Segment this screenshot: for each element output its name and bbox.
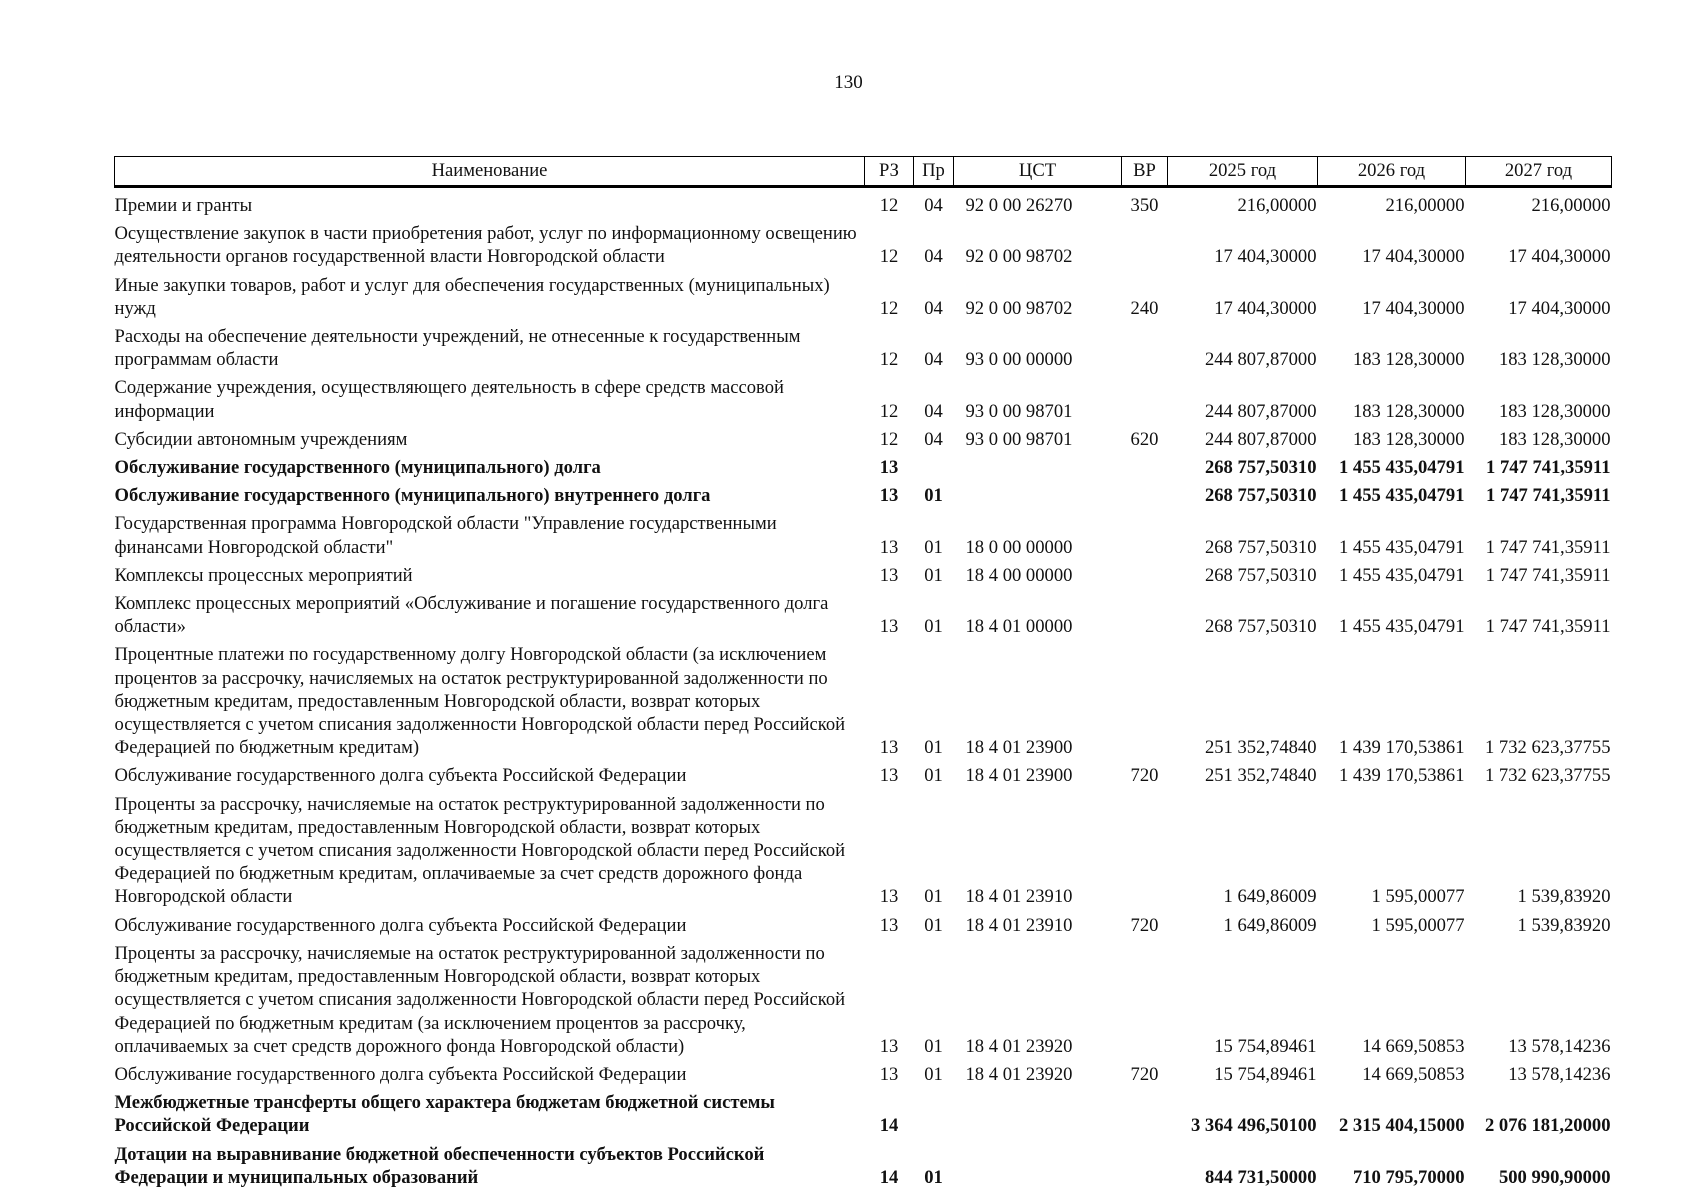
- row-vr-cell: [1122, 320, 1168, 371]
- row-cst-cell: 92 0 00 26270: [965, 195, 1073, 216]
- column-header-2026: 2026 год: [1318, 157, 1466, 187]
- row-rz-cell: 13: [879, 1035, 899, 1057]
- row-cst-cell: 18 4 01 23900: [965, 737, 1073, 759]
- row-2026-cell: 216,00000: [1385, 195, 1465, 216]
- row-vr-cell: 720: [1130, 914, 1159, 936]
- row-vr-cell: [1122, 1086, 1168, 1137]
- row-cst-cell: 18 4 01 23920: [965, 1063, 1073, 1085]
- row-vr-cell: 620: [1130, 428, 1159, 450]
- table-row: [115, 371, 1612, 422]
- table-row: [115, 559, 1612, 587]
- row-2027-cell: 216,00000: [1531, 195, 1611, 216]
- table-row: [115, 909, 1612, 937]
- row-name-cell: Обслуживание государственного долга субъекта Российской Федерации: [114, 1063, 687, 1085]
- row-2027-cell: 13 578,14236: [1508, 1035, 1611, 1057]
- row-2025-cell: 844 731,50000: [1204, 1166, 1317, 1188]
- row-2026-cell: 1 455 435,04791: [1338, 564, 1465, 586]
- row-2025-cell: 268 757,50310: [1204, 457, 1317, 479]
- row-2025-cell: 15 754,89461: [1214, 1035, 1317, 1057]
- row-2026-cell: 1 455 435,04791: [1338, 485, 1465, 507]
- row-pr-cell: 01: [924, 737, 943, 759]
- row-cst-cell: 92 0 00 98702: [965, 297, 1073, 319]
- row-2025-cell: 268 757,50310: [1204, 616, 1317, 638]
- row-rz-cell: 13: [879, 886, 899, 908]
- row-cst-cell: 18 4 00 00000: [965, 564, 1073, 586]
- table-header-row: [115, 157, 1612, 187]
- row-2026-cell: 14 669,50853: [1362, 1063, 1465, 1085]
- row-pr-cell: 01: [924, 564, 943, 586]
- column-header-2025: 2025 год: [1168, 157, 1318, 187]
- row-name-cell: Обслуживание государственного долга субъекта Российской Федерации: [114, 914, 687, 936]
- row-name-cell: Процентные платежи по государственному долгу Новгородской области (за исключением процентов за рассрочку, начисляемых на остаток реструктурированной задолженности по бюджетным кредитам, предоставленным Новгородской области, возврат которых осуществляется с учетом списания задолженности Новгородской области перед Российской Федерацией по бюджетным кредитам): [114, 644, 846, 759]
- row-cst-cell: 93 0 00 98701: [965, 400, 1073, 422]
- table-row: [115, 788, 1612, 909]
- row-2027-cell: 1 732 623,37755: [1484, 765, 1611, 787]
- row-2026-cell: 1 595,00077: [1371, 914, 1465, 936]
- row-2025-cell: 251 352,74840: [1204, 737, 1317, 759]
- row-rz-cell: 13: [879, 616, 899, 638]
- row-rz-cell: 14: [879, 1115, 899, 1137]
- row-pr-cell: 04: [924, 297, 943, 319]
- row-2027-cell: 1 539,83920: [1517, 886, 1611, 908]
- column-header-cst: ЦСТ: [954, 157, 1122, 187]
- row-pr-cell: 01: [924, 886, 943, 908]
- row-name-cell: Государственная программа Новгородской области "Управление государственными финансами Новгородской области": [114, 513, 777, 558]
- row-rz-cell: 13: [879, 457, 899, 479]
- row-2025-cell: 17 404,30000: [1214, 246, 1317, 268]
- row-vr-cell: [1122, 451, 1168, 479]
- row-name-cell: Расходы на обеспечение деятельности учреждений, не отнесенные к государственным программам области: [114, 326, 801, 371]
- row-2025-cell: 3 364 496,50100: [1190, 1115, 1317, 1137]
- row-name-cell: Осуществление закупок в части приобретения работ, услуг по информационному освещению деятельности органов государственной власти Новгородской области: [114, 223, 857, 268]
- row-rz-cell: 12: [879, 246, 899, 268]
- row-2027-cell: 1 732 623,37755: [1484, 737, 1611, 759]
- table-row: [115, 269, 1612, 320]
- row-cst-cell: [954, 451, 1122, 479]
- row-2025-cell: 1 649,86009: [1223, 886, 1317, 908]
- row-vr-cell: [1122, 371, 1168, 422]
- row-pr-cell: 01: [924, 765, 943, 787]
- column-header-2027: 2027 год: [1466, 157, 1612, 187]
- row-rz-cell: 12: [879, 428, 899, 450]
- row-rz-cell: 13: [879, 914, 899, 936]
- row-2025-cell: 244 807,87000: [1204, 400, 1317, 422]
- row-name-cell: Комплекс процессных мероприятий «Обслуживание и погашение государственного долга области»: [114, 593, 829, 638]
- table-row: [115, 638, 1612, 759]
- row-vr-cell: [1122, 479, 1168, 507]
- row-2025-cell: 15 754,89461: [1214, 1063, 1317, 1085]
- row-vr-cell: 720: [1130, 1063, 1159, 1085]
- row-pr-cell: [914, 451, 954, 479]
- row-vr-cell: [1122, 559, 1168, 587]
- row-vr-cell: 240: [1130, 297, 1159, 319]
- row-pr-cell: 04: [924, 349, 943, 371]
- table-row: [115, 451, 1612, 479]
- row-pr-cell: 01: [924, 485, 943, 507]
- column-header-rz: РЗ: [865, 157, 914, 187]
- row-2026-cell: 1 595,00077: [1371, 886, 1465, 908]
- row-2026-cell: 183 128,30000: [1352, 428, 1465, 450]
- row-2027-cell: 183 128,30000: [1498, 400, 1611, 422]
- row-name-cell: Содержание учреждения, осуществляющего деятельность в сфере средств массовой информации: [114, 377, 784, 422]
- row-2026-cell: 2 315 404,15000: [1338, 1115, 1465, 1137]
- row-rz-cell: 13: [879, 485, 899, 507]
- row-rz-cell: 14: [879, 1166, 899, 1188]
- column-header-pr: Пр: [914, 157, 954, 187]
- row-2026-cell: 1 439 170,53861: [1338, 765, 1465, 787]
- row-2027-cell: 2 076 181,20000: [1484, 1115, 1611, 1137]
- row-pr-cell: 04: [924, 246, 943, 268]
- row-2027-cell: 1 747 741,35911: [1485, 536, 1611, 558]
- row-pr-cell: 01: [924, 1035, 943, 1057]
- row-rz-cell: 12: [879, 400, 899, 422]
- row-2025-cell: 268 757,50310: [1204, 485, 1317, 507]
- row-2027-cell: 1 747 741,35911: [1485, 616, 1611, 638]
- row-vr-cell: [1122, 937, 1168, 1058]
- row-vr-cell: [1122, 507, 1168, 558]
- row-cst-cell: [954, 1138, 1122, 1189]
- row-cst-cell: [954, 1086, 1122, 1137]
- row-cst-cell: 18 4 01 00000: [965, 616, 1073, 638]
- row-pr-cell: 01: [924, 616, 943, 638]
- table-row: [115, 320, 1612, 371]
- row-2026-cell: 1 439 170,53861: [1338, 737, 1465, 759]
- budget-table: [114, 156, 1612, 1189]
- row-2027-cell: 13 578,14236: [1508, 1063, 1611, 1085]
- row-2025-cell: 244 807,87000: [1204, 428, 1317, 450]
- row-rz-cell: 13: [879, 737, 899, 759]
- row-2026-cell: 183 128,30000: [1352, 400, 1465, 422]
- row-2025-cell: 17 404,30000: [1214, 297, 1317, 319]
- row-2027-cell: 183 128,30000: [1498, 349, 1611, 371]
- row-pr-cell: [914, 1086, 954, 1137]
- row-name-cell: Обслуживание государственного долга субъекта Российской Федерации: [114, 765, 687, 787]
- row-name-cell: Иные закупки товаров, работ и услуг для обеспечения государственных (муниципальных) нужд: [114, 274, 830, 319]
- row-pr-cell: 04: [924, 195, 943, 216]
- table-row: [115, 937, 1612, 1058]
- row-2025-cell: 268 757,50310: [1204, 564, 1317, 586]
- row-name-cell: Премии и гранты: [114, 195, 253, 216]
- row-cst-cell: 92 0 00 98702: [965, 246, 1073, 268]
- row-2026-cell: 17 404,30000: [1362, 246, 1465, 268]
- row-name-cell: Межбюджетные трансферты общего характера бюджетам бюджетной системы Российской Федерации: [114, 1092, 775, 1137]
- row-2027-cell: 1 747 741,35911: [1486, 457, 1611, 479]
- row-2025-cell: 244 807,87000: [1204, 349, 1317, 371]
- row-2026-cell: 1 455 435,04791: [1338, 457, 1465, 479]
- row-2025-cell: 1 649,86009: [1223, 914, 1317, 936]
- row-pr-cell: 04: [924, 428, 943, 450]
- row-rz-cell: 13: [879, 564, 899, 586]
- row-2026-cell: 17 404,30000: [1362, 297, 1465, 319]
- table-row: [115, 217, 1612, 268]
- row-name-cell: Проценты за рассрочку, начисляемые на остаток реструктурированной задолженности по бюджетным кредитам, предоставленным Новгородской области, возврат которых осуществляется с учетом списания задолженности Новгородской области перед Российской Федерацией по бюджетным кредитам, оплачиваемые за счет средств дорожного фонда Новгородской области: [114, 793, 846, 908]
- table-row: [115, 479, 1612, 507]
- row-cst-cell: 18 4 01 23900: [965, 765, 1073, 787]
- table-row: [115, 507, 1612, 558]
- row-name-cell: Субсидии автономным учреждениям: [114, 428, 408, 450]
- row-2026-cell: 1 455 435,04791: [1338, 536, 1465, 558]
- row-2027-cell: 500 990,90000: [1498, 1166, 1611, 1188]
- row-2027-cell: 1 747 741,35911: [1486, 485, 1611, 507]
- page-number: 130: [834, 72, 863, 93]
- row-2027-cell: 17 404,30000: [1508, 246, 1611, 268]
- row-2025-cell: 216,00000: [1237, 195, 1317, 216]
- row-rz-cell: 12: [879, 349, 899, 371]
- table-body: [115, 187, 1612, 1189]
- row-cst-cell: 18 4 01 23910: [965, 886, 1073, 908]
- row-cst-cell: 93 0 00 98701: [965, 428, 1073, 450]
- table-row: [115, 187, 1612, 218]
- row-2027-cell: 17 404,30000: [1508, 297, 1611, 319]
- row-rz-cell: 13: [879, 1063, 899, 1085]
- row-2026-cell: 1 455 435,04791: [1338, 616, 1465, 638]
- row-2027-cell: 183 128,30000: [1498, 428, 1611, 450]
- row-name-cell: Обслуживание государственного (муниципального) долга: [114, 457, 601, 479]
- row-cst-cell: 18 4 01 23920: [965, 1035, 1073, 1057]
- table-row: [115, 1086, 1612, 1137]
- row-vr-cell: [1122, 638, 1168, 759]
- row-name-cell: Проценты за рассрочку, начисляемые на остаток реструктурированной задолженности по бюджетным кредитам, предоставленным Новгородской области, возврат которых осуществляется с учетом списания задолженности Новгородской области перед Российской Федерацией по бюджетным кредитам (за исключением процентов за рассрочку, оплачиваемых за счет средств дорожного фонда Новгородской области): [114, 942, 846, 1057]
- row-rz-cell: 12: [879, 195, 899, 216]
- row-pr-cell: 01: [924, 1063, 943, 1085]
- row-cst-cell: 18 4 01 23910: [965, 914, 1073, 936]
- row-2026-cell: 14 669,50853: [1362, 1035, 1465, 1057]
- row-vr-cell: [1122, 217, 1168, 268]
- row-vr-cell: 720: [1130, 765, 1159, 787]
- row-pr-cell: 04: [924, 400, 943, 422]
- row-2027-cell: 1 747 741,35911: [1485, 564, 1611, 586]
- table-row: [115, 759, 1612, 787]
- column-header-vr: ВР: [1122, 157, 1168, 187]
- row-name-cell: Дотации на выравнивание бюджетной обеспеченности субъектов Российской Федерации и муниципальных образований: [114, 1143, 765, 1188]
- column-header-name: Наименование: [115, 157, 865, 187]
- row-vr-cell: 350: [1130, 195, 1159, 216]
- row-cst-cell: 18 0 00 00000: [965, 536, 1073, 558]
- row-2026-cell: 710 795,70000: [1352, 1166, 1465, 1188]
- row-2027-cell: 1 539,83920: [1517, 914, 1611, 936]
- row-rz-cell: 13: [879, 765, 899, 787]
- table-row: [115, 423, 1612, 451]
- row-pr-cell: 01: [924, 1166, 943, 1188]
- row-rz-cell: 12: [879, 297, 899, 319]
- table-row: [115, 587, 1612, 638]
- row-2026-cell: 183 128,30000: [1352, 349, 1465, 371]
- table-row: [115, 1138, 1612, 1189]
- row-rz-cell: 13: [879, 536, 899, 558]
- row-cst-cell: [954, 479, 1122, 507]
- row-pr-cell: 01: [924, 536, 943, 558]
- row-name-cell: Комплексы процессных мероприятий: [114, 564, 413, 586]
- row-cst-cell: 93 0 00 00000: [965, 349, 1073, 371]
- row-vr-cell: [1122, 788, 1168, 909]
- row-pr-cell: 01: [924, 914, 943, 936]
- row-name-cell: Обслуживание государственного (муниципального) внутреннего долга: [114, 485, 711, 507]
- table-row: [115, 1058, 1612, 1086]
- row-2025-cell: 268 757,50310: [1204, 536, 1317, 558]
- row-vr-cell: [1122, 1138, 1168, 1189]
- row-2025-cell: 251 352,74840: [1204, 765, 1317, 787]
- row-vr-cell: [1122, 587, 1168, 638]
